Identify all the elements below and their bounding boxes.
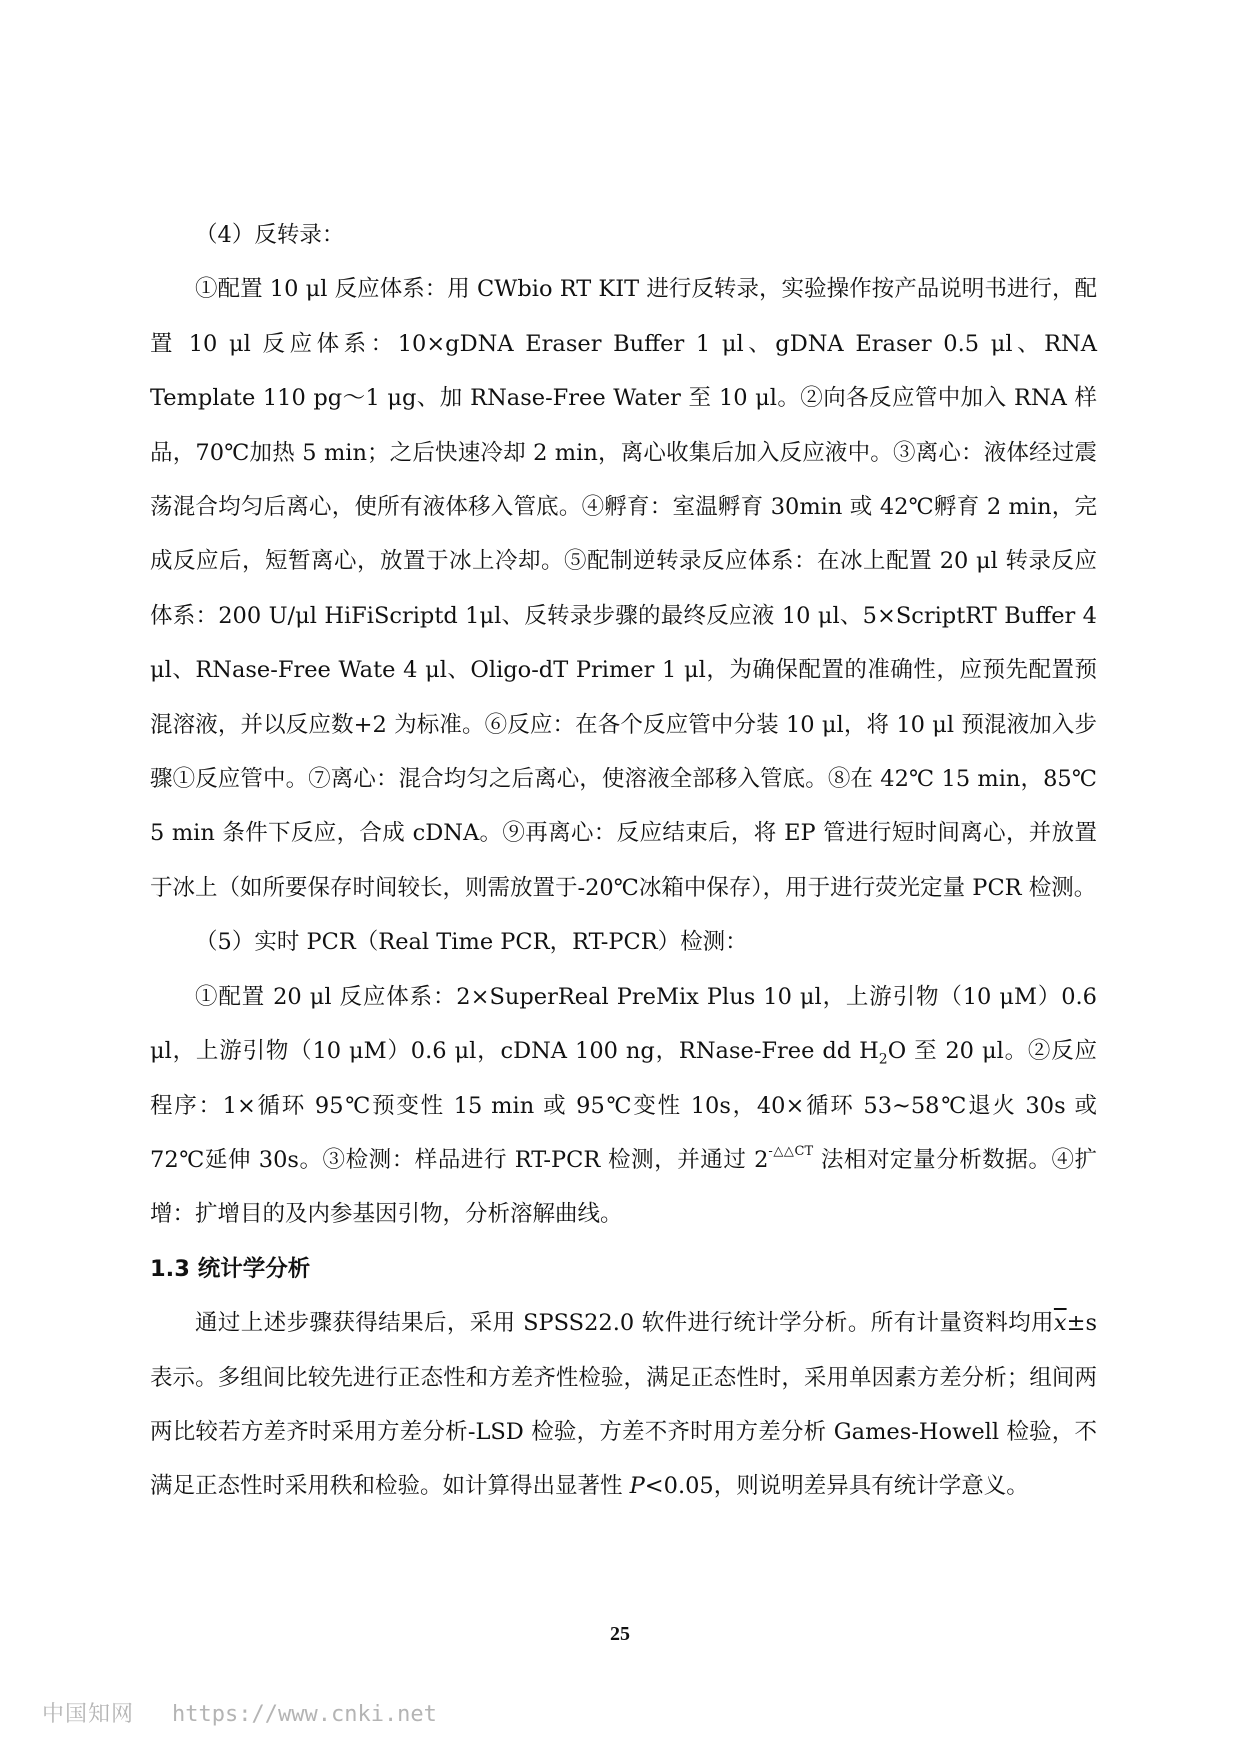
mean-symbol: $\overline{x}$ [1053, 1310, 1067, 1337]
page-number: 25 [610, 1623, 630, 1645]
stats-text-part-2: ±s 表示。多组间比较先进行正态性和方差齐性检验，满足正态性时，采用单因素方差分析；组间两两比较若方差齐时采用方差分析-LSD 检验，方差不齐时用方差分析 Games-Howell 检验，不满足正态性时采用秩和检验。如计算得出显著性 [150, 1310, 1097, 1500]
section-heading-statistics: 1.3 统计学分析 [150, 1255, 311, 1282]
watermark-url: https://www.cnki.net [172, 1702, 437, 1727]
reverse-transcription-paragraph: ①配置 10 μl 反应体系：用 CWbio RT KIT 进行反转录，实验操作按产品说明书进行，配置 10 μl 反应体系：10×gDNA Eraser Buffer 1 μl、gDNA Eraser 0.5 μl、RNA Template 110 pg～1 μg、加 RNase-Free Water 至 10 μl。②向各反应管中加入 RNA 样品，70℃加热 5 min；之后快速冷却 2 min，离心收集后加入反应液中。③离心：液体经过震荡混合均匀后离心，使所有液体移入管底。④孵育：室温孵育 30min 或 42℃孵育 2 min，完成反应后，短暂离心，放置于冰上冷却。⑤配制逆转录反应体系：在冰上配置 20 μl 转录反应体系：200 U/μl HiFiScriptd 1μl、反转录步骤的最终反应液 10 μl、5×ScriptRT Buffer 4 μl、RNase-Free Wate 4 μl、Oligo-dT Primer 1 μl，为确保配置的准确性，应预先配置预混溶液，并以反应数+2 为标准。⑥反应：在各个反应管中分装 10 μl，将 10 μl 预混液加入步骤①反应管中。⑦离心：混合均匀之后离心，使溶液全部移入管底。⑧在 42℃ 15 min，85℃ 5 min 条件下反应，合成 cDNA。⑨再离心：反应结束后，将 EP 管进行短时间离心，并放置于冰上（如所要保存时间较长，则需放置于-20℃冰箱中保存），用于进行荧光定量 PCR 检测。 [150, 276, 1097, 901]
superscript-delta-ct: -△△CT [768, 1144, 814, 1160]
section-heading-reverse-transcription: （4）反转录： [195, 222, 345, 248]
subscript-2: 2 [878, 1051, 888, 1068]
p-value-symbol: P [629, 1473, 645, 1500]
pcr-text-part-2: O 至 20 μl。②反应程序：1×循环 95℃预变性 15 min 或 95℃变性 10s，40×循环 53~58℃退火 30s 或 72℃延伸 30s。③检测：样品进行 RT-PCR 检测，并通过 2 [150, 1038, 1097, 1173]
page-body [150, 208, 1097, 1514]
source-watermark [42, 1697, 437, 1728]
watermark-site-name: 中国知网 [42, 1702, 135, 1727]
pcr-text-part-3: 法相对定量分析数据。④扩增：扩增目的及内参基因引物，分析溶解曲线。 [150, 1146, 1098, 1228]
stats-text-part-3: <0.05，则说明差异具有统计学意义。 [644, 1473, 1029, 1500]
statistics-paragraph [150, 1296, 1097, 1514]
pcr-text-part-1: ①配置 20 μl 反应体系：2×SuperReal PreMix Plus 10 μl，上游引物（10 μM）0.6 μl，上游引物（10 μM）0.6 μl，cDNA 100 ng，RNase-Free dd H [150, 983, 1097, 1065]
stats-text-part-1: 通过上述步骤获得结果后，采用 SPSS22.0 软件进行统计学分析。所有计量资料均用 [195, 1310, 1054, 1337]
real-time-pcr-paragraph [150, 970, 1097, 1242]
section-heading-real-time-pcr: （5）实时 PCR（Real Time PCR，RT-PCR）检测： [195, 929, 748, 956]
